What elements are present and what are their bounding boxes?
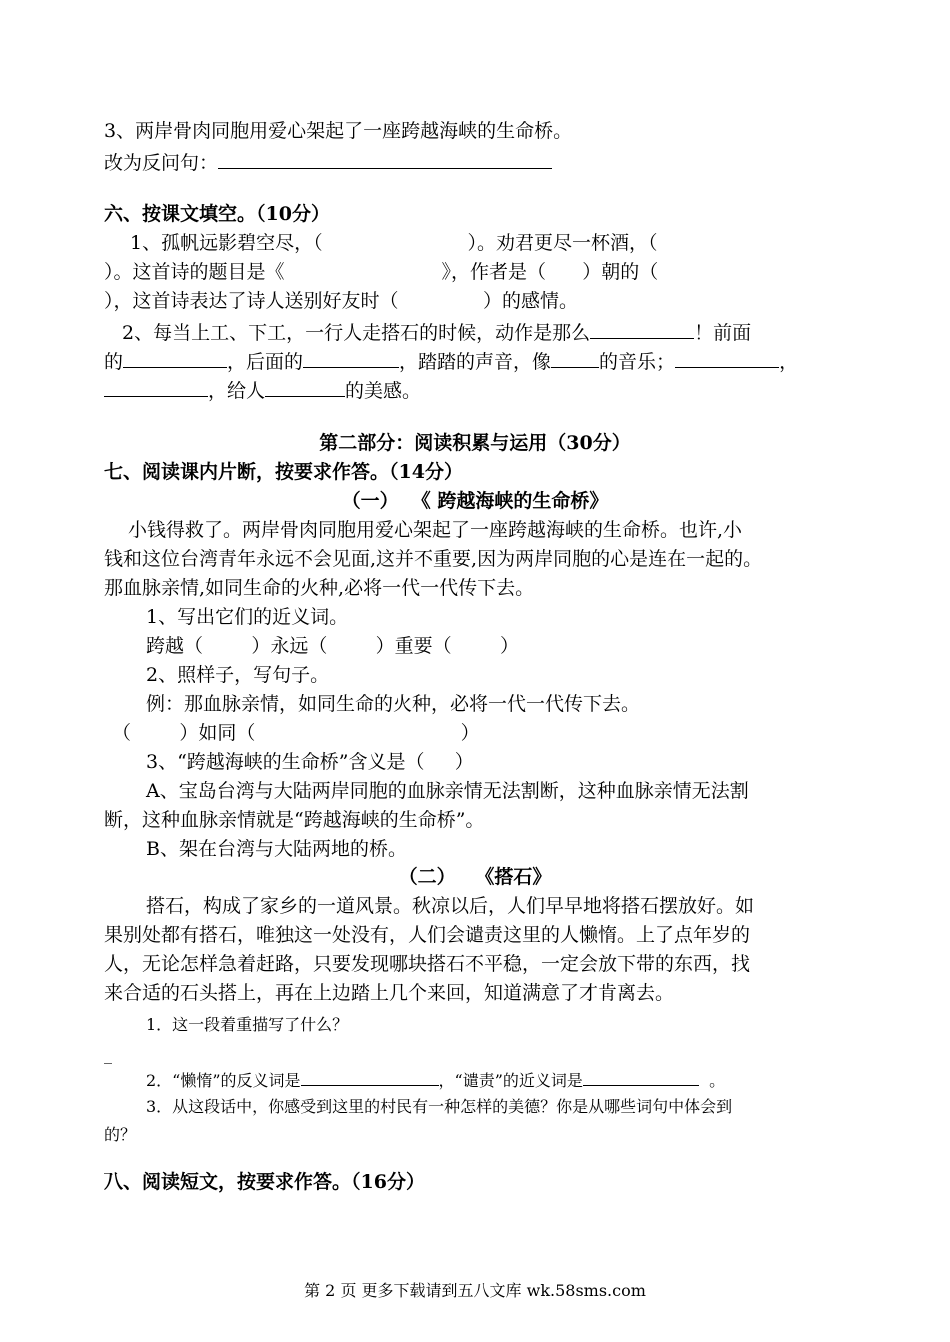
passage-2-title: （二） 《搭石》	[398, 866, 552, 888]
rhetorical-answer-blank[interactable]	[218, 148, 552, 169]
imitate-sentence-question: 2、照样子，写句子。	[146, 664, 330, 686]
passage-1-line: 那血脉亲情,如同生命的火种,必将一代一代传下去。	[104, 577, 535, 599]
passage-2-line: 果别处都有搭石，唯独这一处没有，人们会谴责这里的人懒惰。上了点年岁的	[104, 924, 751, 946]
synonym-blanks: 跨越（ ）永远（ ）重要（ ）	[146, 635, 519, 657]
dashi-question-3: 3．从这段话中，你感受到这里的村民有一种怎样的美德？你是从哪些词句中体会到	[146, 1097, 733, 1116]
dashi-fill-line-2: 的 ，后面的 ，踏踏的声音，像 的音乐； ，	[104, 347, 798, 375]
passage-1-line: 钱和这位台湾青年永远不会见面,这并不重要,因为两岸同胞的心是连在一起的。	[104, 548, 763, 570]
imitate-sentence-blanks: （ ）如同（ ）	[112, 722, 480, 744]
meaning-question: 3、“跨越海峡的生命桥”含义是（ ）	[146, 751, 474, 773]
section-6-heading: 六、按课文填空。（10分）	[104, 203, 330, 225]
fill-blank[interactable]	[551, 347, 599, 368]
passage-2-line: 搭石，构成了家乡的一道风景。秋凉以后，人们早早地将搭石摆放好。如	[146, 895, 755, 917]
rewrite-sentence-prompt: 3、两岸骨肉同胞用爱心架起了一座跨越海峡的生命桥。	[104, 120, 573, 142]
page-footer: 第 2 页 更多下载请到五八文库 wk.58sms.com	[304, 1281, 646, 1300]
poem-fill-line-3: ），这首诗表达了诗人送别好友时（ ）的感情。	[104, 290, 579, 312]
dashi-question-3-cont: 的？	[104, 1125, 137, 1144]
answer-line-marker: _	[104, 1155, 112, 1174]
option-a-cont: 断，这种血脉亲情就是“跨越海峡的生命桥”。	[104, 809, 485, 831]
fill-blank[interactable]	[675, 347, 779, 368]
fill-blank[interactable]	[104, 376, 208, 397]
antonym-blank[interactable]	[301, 1068, 439, 1086]
fill-blank[interactable]	[265, 376, 345, 397]
poem-fill-line-2: ）。这首诗的题目是《 》，作者是（ ）朝的（	[104, 261, 659, 283]
passage-1-line: 小钱得救了。两岸骨肉同胞用爱心架起了一座跨越海峡的生命桥。也许,小	[128, 519, 743, 541]
synonym-blank[interactable]	[583, 1068, 699, 1086]
passage-2-line: 来合适的石头搭上，再在上边踏上几个来回，知道满意了才肯离去。	[104, 982, 675, 1004]
answer-line-marker: _	[104, 1045, 112, 1064]
fill-blank[interactable]	[303, 347, 399, 368]
rhetorical-question-label: 改为反问句：	[104, 148, 552, 176]
passage-1-title: （一） 《 跨越海峡的生命桥》	[341, 490, 609, 512]
synonym-question: 1、写出它们的近义词。	[146, 606, 349, 628]
passage-2-line: 人，无论怎样急着赶路，只要发现哪块搭石不平稳，一定会放下带的东西，找	[104, 953, 751, 975]
fill-blank[interactable]	[590, 318, 694, 339]
dashi-fill-line-1: 2、每当上工、下工，一行人走搭石的时候，动作是那么 ！前面	[122, 318, 751, 346]
poem-fill-line-1: 1、孤帆远影碧空尽，（ ）。劝君更尽一杯酒，（	[130, 232, 658, 254]
option-a: A、宝岛台湾与大陆两岸同胞的血脉亲情无法割断，这种血脉亲情无法割	[146, 780, 749, 802]
dashi-fill-line-3: ，给人 的美感。	[104, 376, 421, 404]
dashi-question-1: 1．这一段着重描写了什么？	[146, 1015, 349, 1034]
dashi-question-2: 2．“懒惰”的反义词是 ，“谴责”的近义词是 。	[146, 1068, 725, 1094]
section-7-heading: 七、阅读课内片断，按要求作答。（14分）	[104, 461, 463, 483]
option-b: B、架在台湾与大陆两地的桥。	[146, 838, 407, 860]
part-2-title: 第二部分：阅读积累与运用（30分）	[319, 432, 631, 454]
fill-blank[interactable]	[123, 347, 227, 368]
section-8-heading: 八、阅读短文，按要求作答。（16分）	[104, 1171, 425, 1193]
example-sentence: 例：那血脉亲情，如同生命的火种，必将一代一代传下去。	[146, 693, 641, 715]
